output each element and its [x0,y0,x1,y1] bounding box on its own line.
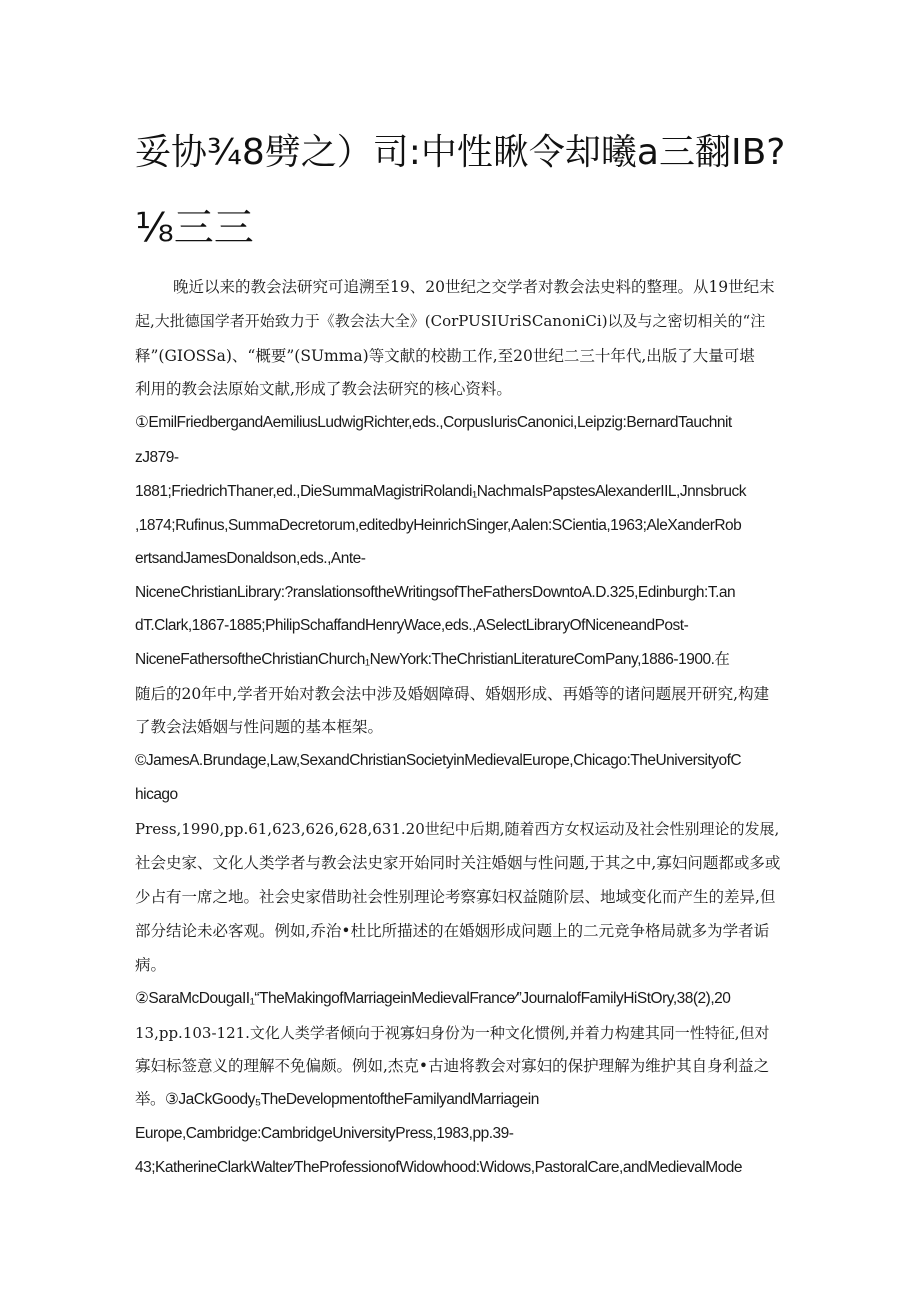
footnote-line: ,1874;Rufinus,SummaDecretorum,editedbyHeinrichSinger,Aalen:SCientia,1963;AleXanderRob [135,517,742,534]
footnote-line: NiceneFathersoftheChristianChurch₁NewYork:TheChristianLiteratureComPany,1886-1900.在 [135,651,730,668]
body-line: 病。 [135,956,167,974]
body-line: 了教会法婚姻与性问题的基本框架。 [135,718,384,736]
body-line: 寡妇标签意义的理解不免偏颇。例如,杰克•古迪将教会对寡妇的保护理解为维护其自身利益之 [135,1057,770,1075]
heading-line-1: 妥协¾8劈之）司:中性瞅令却曦a三翻IB? [135,132,786,173]
footnote-line: Europe,Cambridge:CambridgeUniversityPress,1983,pp.39- [135,1125,514,1142]
footnote-line: ertsandJamesDonaldson,eds.,Ante- [135,550,366,567]
footnote-line: ©JamesA.Brundage,Law,SexandChristianSocietyinMedievalEurope,Chicago:TheUniversityofC [135,752,742,769]
footnote-line: 1881;FriedrichThaner,ed.,DieSummaMagistriRolandi₁NachmaIsPapstesAlexanderIIL,Jnnsbruck [135,483,746,500]
body-line: 13,pp.103-121.文化人类学者倾向于视寡妇身份为一种文化惯例,并着力构建其同一性特征,但对 [135,1024,770,1042]
heading-line-2: ⅛三三 [135,205,254,251]
body-line: 起,大批德国学者开始致力于《教会法大全》(CorPUSIUriSCanoniCi)以及与之密切相关的“注 [135,312,766,330]
body-line: 晚近以来的教会法研究可追溯至19、20世纪之交学者对教会法史料的整理。从19世纪末 [173,278,775,296]
body-line: 利用的教会法原始文献,形成了教会法研究的核心资料。 [135,380,512,398]
body-line: 部分结论未必客观。例如,乔治•杜比所描述的在婚姻形成问题上的二元竞争格局就多为学者诟 [135,922,770,940]
footnote-line: zJ879- [135,449,179,466]
body-line: Press,1990,pp.61,623,626,628,631.20世纪中后期,随着西方女权运动及社会性别理论的发展, [135,820,780,838]
footnote-line: 举。③JaCkGoody₅TheDevelopmentoftheFamilyandMarriagein [135,1091,539,1108]
footnote-line: ②SaraMcDougaII₁“TheMakingofMarriageinMedievalFrance⁄”JournalofFamilyHiStOry,38(2),20 [135,990,731,1007]
footnote-line: ①EmilFriedbergandAemiliusLudwigRichter,eds.,CorpusIurisCanonici,Leipzig:BernardTauchnit [135,414,732,431]
footnote-line: dT.Clark,1867-1885;PhilipSchaffandHenryWace,eds.,ASelectLibraryOfNiceneandPost- [135,617,689,634]
body-line: 释”(GIOSSa)、“概要”(SUmma)等文献的校勘工作,至20世纪二三十年代,出版了大量可堪 [135,347,755,365]
footnote-line: 43;KatherineClarkWalter⁄TheProfessionofWidowhood:Widows,PastoralCare,andMedievalMode [135,1159,743,1176]
body-line: 社会史家、文化人类学者与教会法史家开始同时关注婚姻与性问题,于其之中,寡妇问题都或多或 [135,854,781,872]
body-line: 随后的20年中,学者开始对教会法中涉及婚姻障碍、婚姻形成、再婚等的诸问题展开研究,构建 [135,685,770,703]
footnote-line: hicago [135,786,178,803]
body-line: 少占有一席之地。社会史家借助社会性别理论考察寡妇权益随阶层、地域变化而产生的差异,但 [135,888,776,906]
footnote-line: NiceneChristianLibrary:?ranslationsoftheWritingsofTheFathersDowntoA.D.325,Edinburgh:T.an [135,584,736,601]
